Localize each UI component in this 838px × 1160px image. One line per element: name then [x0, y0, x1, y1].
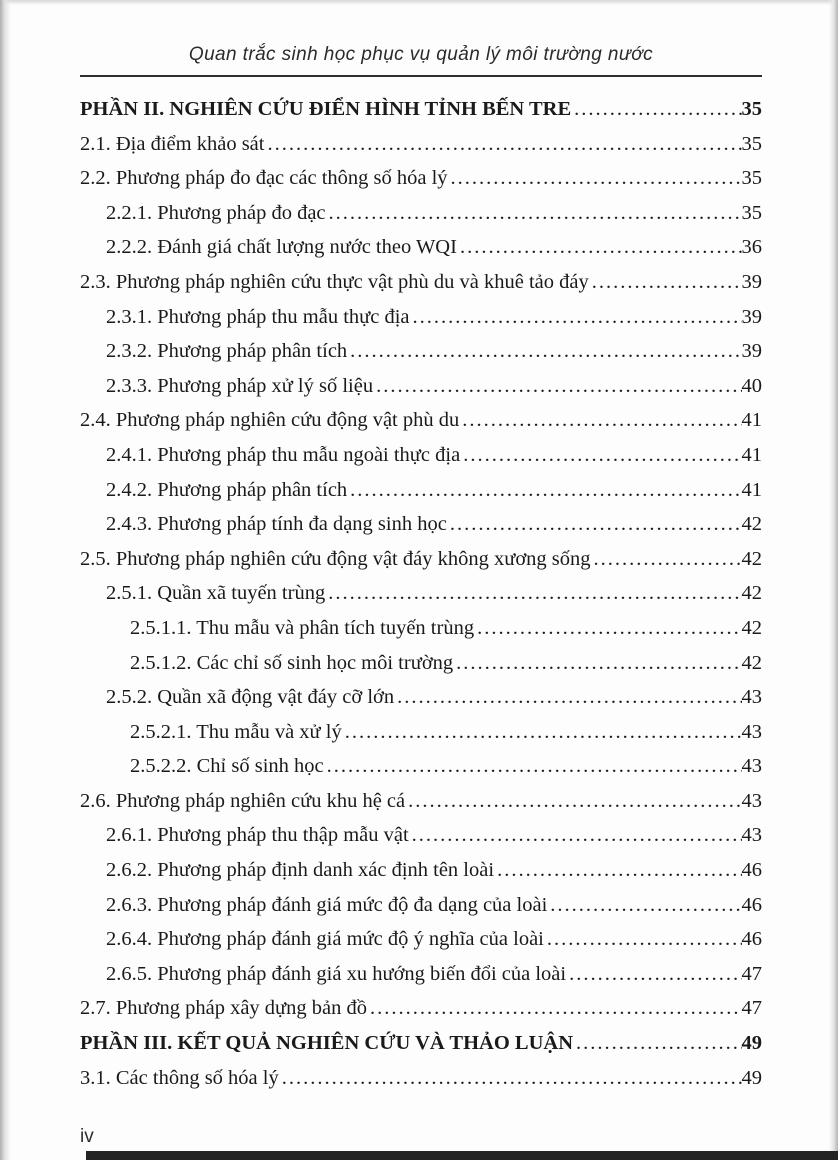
toc-entry-title: 2.5.2.2. Chỉ số sinh học: [130, 755, 324, 778]
toc-entry-page: 43: [741, 720, 762, 743]
toc-entry: [80, 369, 762, 404]
toc-entry-title: 2.3.1. Phương pháp thu mẫu thực địa: [106, 305, 410, 328]
toc-entry-page: 35: [741, 167, 762, 190]
toc-entry: [80, 127, 762, 162]
dot-leader: [571, 92, 741, 127]
toc-entry: [80, 957, 762, 992]
toc-entry-title: 2.5. Phương pháp nghiên cứu động vật đáy không xương sống: [80, 547, 591, 570]
dot-leader: [589, 265, 742, 300]
toc-entry-page: 43: [741, 789, 762, 812]
toc-entry-page: 49: [741, 1032, 762, 1055]
toc-entry-title: 2.7. Phương pháp xây dựng bản đồ: [80, 997, 368, 1020]
dot-leader: [324, 749, 742, 784]
toc-entry-page: 43: [741, 824, 762, 847]
dot-leader: [367, 991, 741, 1026]
toc-entry-page: 39: [741, 305, 762, 328]
toc-entry-page: 39: [741, 340, 762, 363]
toc-entry: [80, 991, 762, 1026]
toc-entry-page: 41: [741, 409, 762, 432]
toc-entry-title: 2.5.2.1. Thu mẫu và xử lý: [130, 720, 342, 743]
running-header-title: Quan trắc sinh học phục vụ quản lý môi trường nước: [188, 44, 654, 65]
dot-leader: [394, 680, 741, 715]
scan-artifact-bottom-bar: [86, 1151, 838, 1160]
toc-entry: [80, 611, 762, 646]
dot-leader: [573, 1026, 741, 1061]
toc-entry: [80, 230, 762, 265]
toc-entry-title: 2.4.3. Phương pháp tính đa dạng sinh học: [106, 513, 447, 536]
toc-entry-title: 2.4.1. Phương pháp thu mẫu ngoài thực địa: [106, 443, 461, 466]
dot-leader: [453, 646, 741, 681]
toc-entry-title: 2.3.3. Phương pháp xử lý số liệu: [106, 374, 374, 397]
toc-entry-page: 43: [741, 686, 762, 709]
toc-entry-page: 47: [741, 962, 762, 985]
toc-entry: [80, 265, 762, 300]
toc-entry: [80, 749, 762, 784]
toc-entry-title: 3.1. Các thông số hóa lý: [80, 1066, 279, 1089]
dot-leader: [347, 473, 741, 508]
toc-entry-page: 35: [741, 201, 762, 224]
toc-entry: [80, 473, 762, 508]
toc-entry-title: 2.5.1.1. Thu mẫu và phân tích tuyến trùng: [130, 616, 475, 639]
page-number-footer: iv: [80, 1126, 94, 1147]
dot-leader: [447, 507, 742, 542]
table-of-contents: [80, 92, 762, 1095]
toc-entry-title: 2.1. Địa điểm khảo sát: [80, 132, 265, 155]
toc-entry: [80, 888, 762, 923]
toc-entry-page: 36: [741, 236, 762, 259]
toc-entry-page: 42: [741, 651, 762, 674]
toc-entry: [80, 922, 762, 957]
toc-entry: [80, 507, 762, 542]
toc-entry-page: 42: [741, 582, 762, 605]
toc-entry: [80, 196, 762, 231]
toc-entry-page: 46: [741, 859, 762, 882]
toc-entry-page: 35: [741, 132, 762, 155]
toc-entry-title: 2.3.2. Phương pháp phân tích: [106, 340, 348, 363]
toc-entry-page: 42: [741, 547, 762, 570]
toc-entry-title: 2.4. Phương pháp nghiên cứu động vật phù du: [80, 409, 460, 432]
dot-leader: [347, 334, 741, 369]
toc-entry: [80, 1026, 762, 1061]
dot-leader: [547, 888, 741, 923]
toc-entry: [80, 646, 762, 681]
dot-leader: [409, 818, 742, 853]
toc-entry-title: 2.4.2. Phương pháp phân tích: [106, 478, 348, 501]
dot-leader: [325, 576, 741, 611]
toc-entry-title: 2.5.1. Quần xã tuyến trùng: [106, 582, 326, 605]
toc-entry-page: 35: [741, 98, 762, 120]
dot-leader: [459, 403, 741, 438]
running-header: [80, 0, 762, 66]
dot-leader: [544, 922, 742, 957]
header-rule: [80, 75, 762, 77]
toc-entry-page: 42: [741, 513, 762, 536]
dot-leader: [405, 784, 741, 819]
toc-entry: [80, 438, 762, 473]
toc-entry: [80, 576, 762, 611]
toc-entry-title: 2.2. Phương pháp đo đạc các thông số hóa lý: [80, 167, 448, 190]
dot-leader: [373, 369, 741, 404]
toc-entry-page: 42: [741, 616, 762, 639]
toc-entry-page: 41: [741, 478, 762, 501]
dot-leader: [279, 1061, 742, 1096]
dot-leader: [474, 611, 741, 646]
toc-entry: [80, 161, 762, 196]
toc-entry-page: 46: [741, 928, 762, 951]
toc-entry-title: 2.6. Phương pháp nghiên cứu khu hệ cá: [80, 789, 406, 812]
toc-entry-title: 2.3. Phương pháp nghiên cứu thực vật phù du và khuê tảo đáy: [80, 270, 589, 293]
toc-entry: [80, 784, 762, 819]
dot-leader: [448, 161, 742, 196]
toc-entry: [80, 715, 762, 750]
toc-entry-title: 2.6.5. Phương pháp đánh giá xu hướng biến đổi của loài: [106, 962, 567, 985]
toc-entry-page: 47: [741, 997, 762, 1020]
toc-entry-title: PHẦN II. NGHIÊN CỨU ĐIỂN HÌNH TỈNH BẾN TRE: [80, 98, 572, 120]
toc-entry-title: 2.5.1.2. Các chỉ số sinh học môi trường: [130, 651, 454, 674]
toc-entry: [80, 818, 762, 853]
dot-leader: [342, 715, 742, 750]
dot-leader: [410, 300, 742, 335]
dot-leader: [494, 853, 741, 888]
dot-leader: [591, 542, 742, 577]
toc-entry: [80, 1061, 762, 1096]
dot-leader: [326, 196, 742, 231]
toc-entry: [80, 334, 762, 369]
dot-leader: [566, 957, 741, 992]
toc-entry-page: 40: [741, 374, 762, 397]
toc-entry-title: 2.2.1. Phương pháp đo đạc: [106, 201, 326, 224]
toc-entry-title: 2.6.2. Phương pháp định danh xác định tên loài: [106, 859, 495, 882]
toc-entry: [80, 542, 762, 577]
toc-entry: [80, 680, 762, 715]
toc-entry-title: 2.6.3. Phương pháp đánh giá mức độ đa dạng của loài: [106, 893, 548, 916]
toc-entry: [80, 403, 762, 438]
toc-entry: [80, 92, 762, 127]
toc-entry-title: 2.6.4. Phương pháp đánh giá mức độ ý nghĩa của loài: [106, 928, 544, 951]
toc-entry-page: 41: [741, 443, 762, 466]
toc-entry-page: 39: [741, 270, 762, 293]
toc-entry-title: 2.5.2. Quần xã động vật đáy cỡ lớn: [106, 686, 395, 709]
toc-entry-page: 43: [741, 755, 762, 778]
toc-entry: [80, 300, 762, 335]
toc-entry-page: 49: [741, 1066, 762, 1089]
toc-entry: [80, 853, 762, 888]
dot-leader: [457, 230, 742, 265]
dot-leader: [460, 438, 741, 473]
toc-entry-title: 2.2.2. Đánh giá chất lượng nước theo WQI: [106, 236, 457, 259]
dot-leader: [264, 127, 741, 162]
toc-entry-page: 46: [741, 893, 762, 916]
toc-entry-title: PHẦN III. KẾT QUẢ NGHIÊN CỨU VÀ THẢO LUẬN: [80, 1032, 574, 1055]
toc-entry-title: 2.6.1. Phương pháp thu thập mẫu vật: [106, 824, 409, 847]
